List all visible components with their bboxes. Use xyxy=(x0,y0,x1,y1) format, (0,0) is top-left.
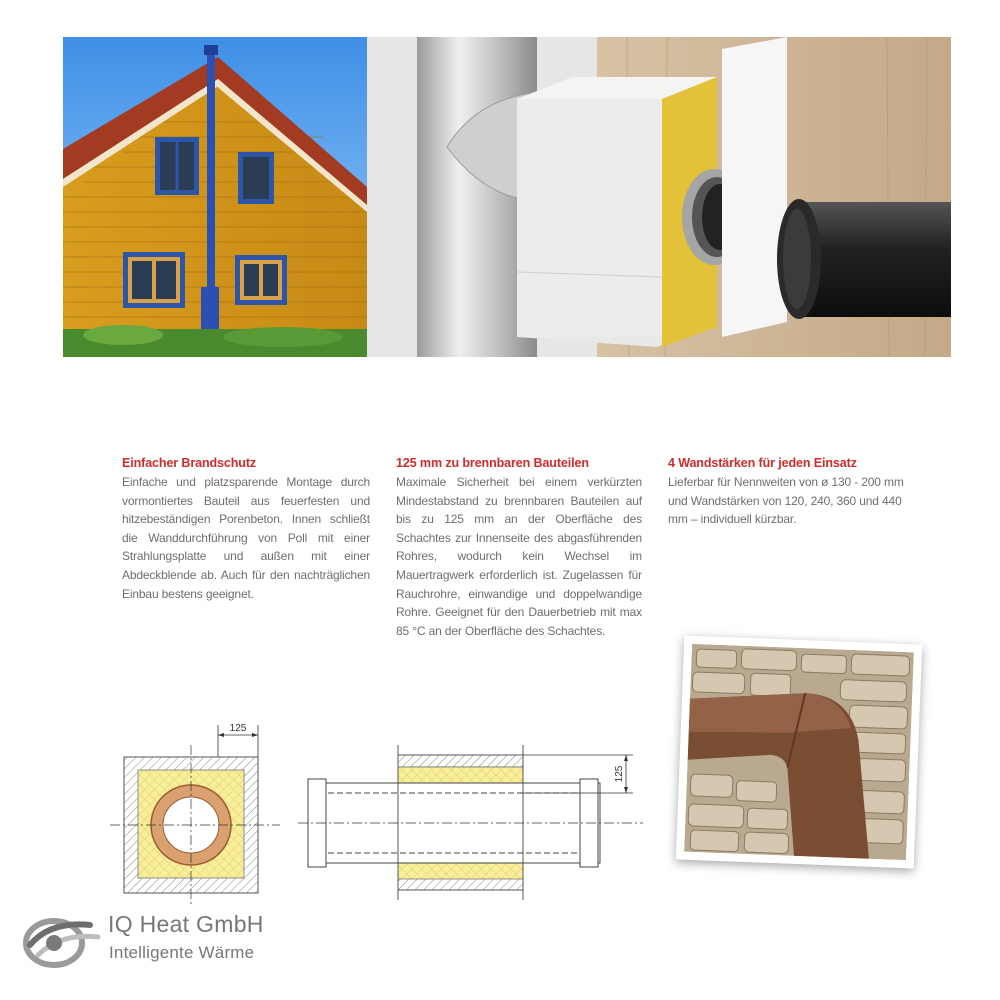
length-dimension-label: 125 xyxy=(614,765,625,783)
company-name: IQ Heat GmbH xyxy=(108,911,264,937)
column-title: Einfacher Brandschutz xyxy=(122,456,257,470)
cross-dimension-label: 125 xyxy=(229,723,247,734)
company-tagline: Intelligente Wärme xyxy=(109,943,255,962)
column-text: Maximale Sicherheit bei einem verkürzten Mindestabstand zu brennbaren Bauteilen auf bis zu 125 mm an der Oberfläche des Schachtes zur Innenseite des abgasführenden Rohres, wodurch kein Wechsel im Mauertragwerk erforderlich ist. Zugelassen für Rauchrohre, einwandige und doppelwandige Rohre. Geeignet für den Dauerbetrieb mit max 85 °C an der Oberfläche des Schachtes. xyxy=(396,475,642,638)
house-photo xyxy=(63,37,367,357)
wall-duct-photo xyxy=(367,37,951,357)
column-abstand xyxy=(396,456,642,640)
column-title: 125 mm zu brennbaren Bauteilen xyxy=(396,456,589,470)
cross-section-drawing xyxy=(110,715,280,910)
column-wandstaerken xyxy=(668,456,918,529)
length-section-drawing xyxy=(298,735,643,900)
stone-wall-pipe-photo xyxy=(676,636,922,869)
swirl-logo-icon xyxy=(20,911,104,971)
column-text: Einfache und platzsparende Montage durch vormontiertes Bauteil aus feuerfesten und hitzebeständigen Porenbeton. Innen schließt die Wanddurchführung von Poll mit einer Strahlungsplatte und außen mit einer Abdeckblende ab. Auch für den nachträglichen Einbau bestens geeignet. xyxy=(122,475,370,601)
company-logo xyxy=(16,907,316,977)
column-text: Lieferbar für Nennweiten von ø 130 - 200 mm und Wandstärken von 120, 240, 360 und 440 mm – individuell kürzbar. xyxy=(668,475,904,527)
column-brandschutz xyxy=(122,456,370,603)
column-title: 4 Wandstärken für jeden Einsatz xyxy=(668,456,857,470)
